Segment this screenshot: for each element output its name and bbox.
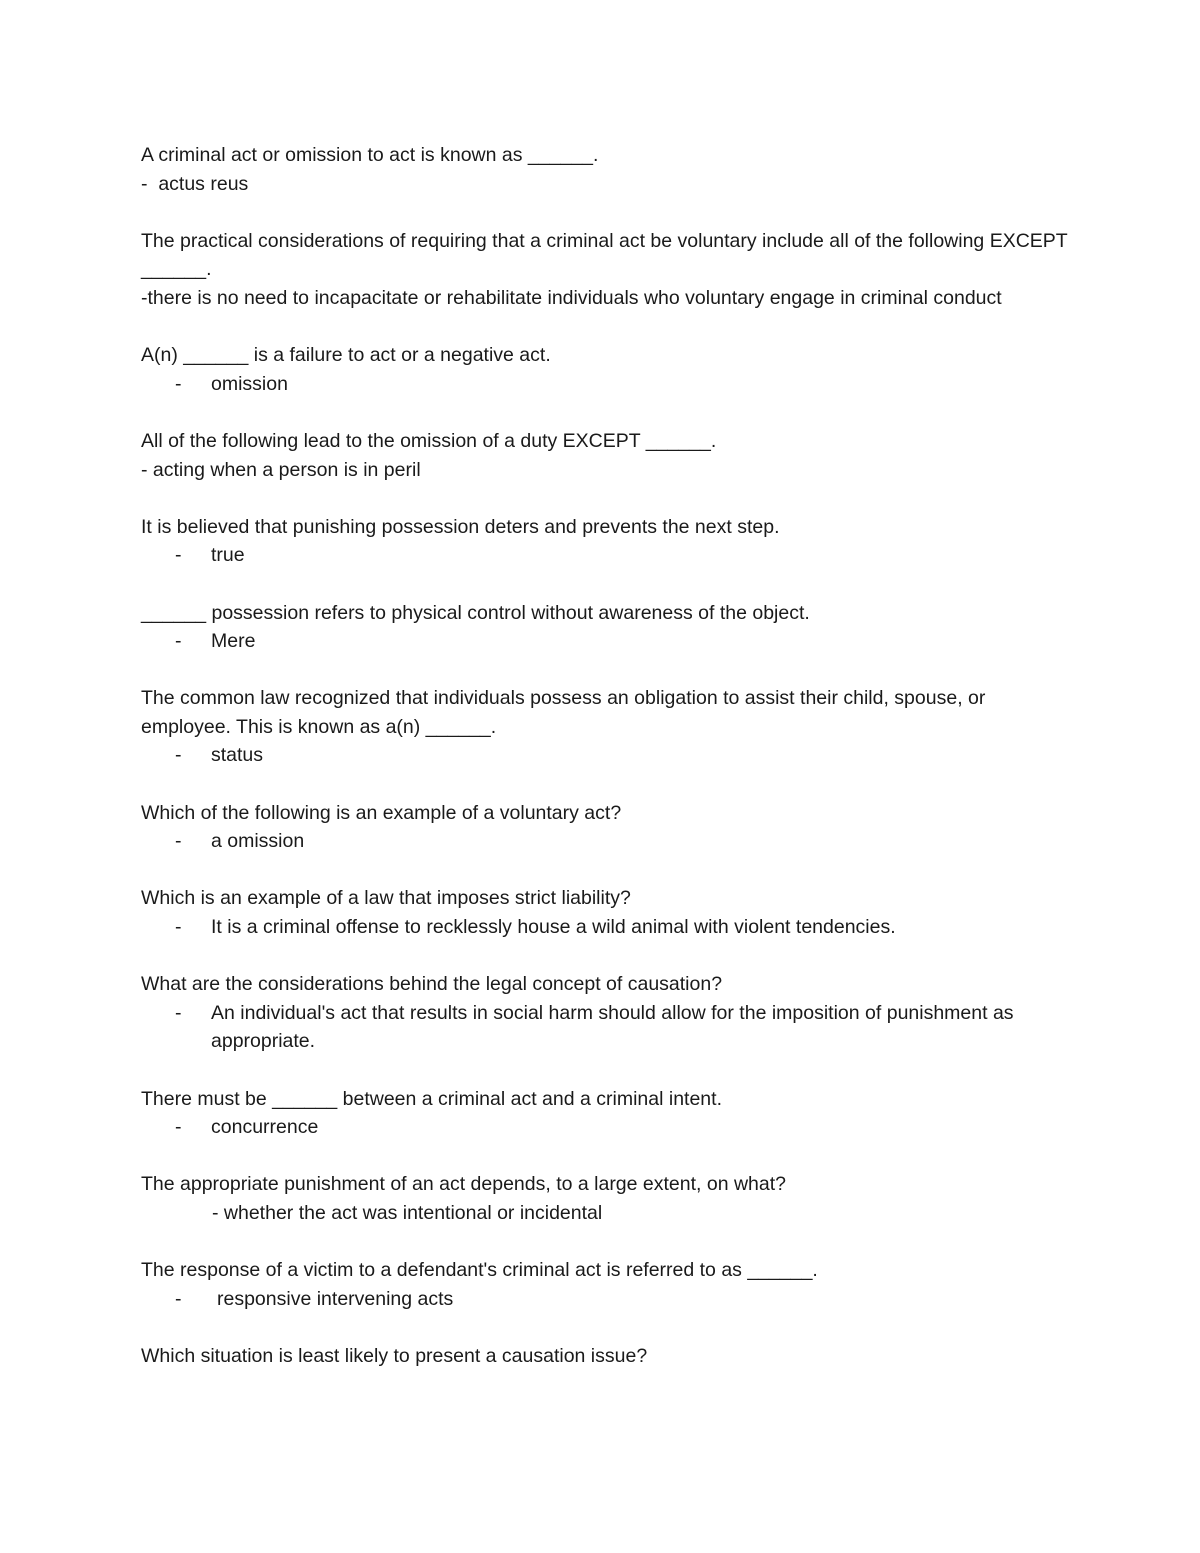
qa-item-3 xyxy=(141,341,1071,398)
qa-item-4 xyxy=(141,427,1071,484)
question-text: A criminal act or omission to act is known as ______. xyxy=(141,144,599,166)
answer-text: true xyxy=(211,544,245,567)
bullet-dash: - xyxy=(175,830,182,853)
answer-bullet xyxy=(141,1285,1071,1314)
answer-bullet xyxy=(141,999,1071,1056)
bullet-dash: - xyxy=(175,916,182,939)
bullet-dash: - xyxy=(175,1116,182,1139)
answer-bullet xyxy=(141,1113,1071,1142)
answer-bullet xyxy=(141,370,1071,399)
qa-item-7 xyxy=(141,684,1071,770)
question-text: Which situation is least likely to present a causation issue? xyxy=(141,1344,648,1367)
qa-item-11 xyxy=(141,1085,1071,1142)
qa-item-5 xyxy=(141,513,1071,570)
answer-bullet xyxy=(141,627,1071,656)
question-text: There must be ______ between a criminal act and a criminal intent. xyxy=(141,1087,722,1110)
answer-text: concurrence xyxy=(211,1116,319,1139)
question-text: The response of a victim to a defendant's criminal act is referred to as ______. xyxy=(141,1259,818,1282)
qa-item-2 xyxy=(141,227,1071,313)
answer-bullet xyxy=(141,741,1071,770)
question-text: A(n) ______ is a failure to act or a negative act. xyxy=(141,344,551,367)
answer-text: a omission xyxy=(211,830,305,853)
answer-bullet xyxy=(141,827,1071,856)
qa-item-13 xyxy=(141,1256,1071,1313)
bullet-dash: - xyxy=(175,744,182,767)
answer-text: -there is no need to incapacitate or rehabilitate individuals who voluntary engage in criminal conduct xyxy=(141,286,1002,309)
qa-item-6 xyxy=(141,599,1071,656)
answer-text: omission xyxy=(211,372,288,395)
bullet-dash: - xyxy=(175,630,182,653)
question-text: The common law recognized that individuals possess an obligation to assist their child, spouse, or employee. This is known as a(n) ______. xyxy=(141,687,991,738)
answer-text: It is a criminal offense to recklessly house a wild animal with violent tendencies. xyxy=(211,916,896,939)
answer-text: - whether the act was intentional or incidental xyxy=(212,1201,603,1224)
question-text: The appropriate punishment of an act depends, to a large extent, on what? xyxy=(141,1173,787,1196)
qa-item-14 xyxy=(141,1342,1071,1371)
document-body xyxy=(141,141,1071,1399)
qa-item-1 xyxy=(141,141,1071,198)
question-text: Which of the following is an example of a voluntary act? xyxy=(141,801,622,824)
answer-text: - acting when a person is in peril xyxy=(141,458,421,481)
question-text: ______ possession refers to physical control without awareness of the object. xyxy=(141,601,810,624)
answer-text: An individual's act that results in social harm should allow for the imposition of punishment as appropriate. xyxy=(211,1001,1019,1053)
question-text: Which is an example of a law that imposes strict liability? xyxy=(141,887,631,910)
answer-text: Mere xyxy=(211,630,256,653)
question-text: The practical considerations of requiring that a criminal act be voluntary include all of the following EXCEPT ______. xyxy=(141,229,1073,281)
answer-bullet xyxy=(141,541,1071,570)
bullet-dash: - xyxy=(175,1001,182,1024)
qa-item-12 xyxy=(141,1170,1071,1227)
bullet-dash: - xyxy=(175,544,182,567)
qa-item-9 xyxy=(141,884,1071,941)
answer-text: status xyxy=(211,744,264,767)
question-text: It is believed that punishing possession deters and prevents the next step. xyxy=(141,515,780,538)
bullet-dash: - xyxy=(175,1287,182,1310)
qa-item-8 xyxy=(141,799,1071,856)
answer-text: responsive intervening acts xyxy=(217,1287,454,1310)
question-text: All of the following lead to the omission of a duty EXCEPT ______. xyxy=(141,429,717,452)
answer-text: - actus reus xyxy=(141,172,249,195)
bullet-dash: - xyxy=(175,372,182,395)
qa-item-10 xyxy=(141,970,1071,1056)
answer-bullet xyxy=(141,913,1071,942)
question-text: What are the considerations behind the legal concept of causation? xyxy=(141,973,723,996)
